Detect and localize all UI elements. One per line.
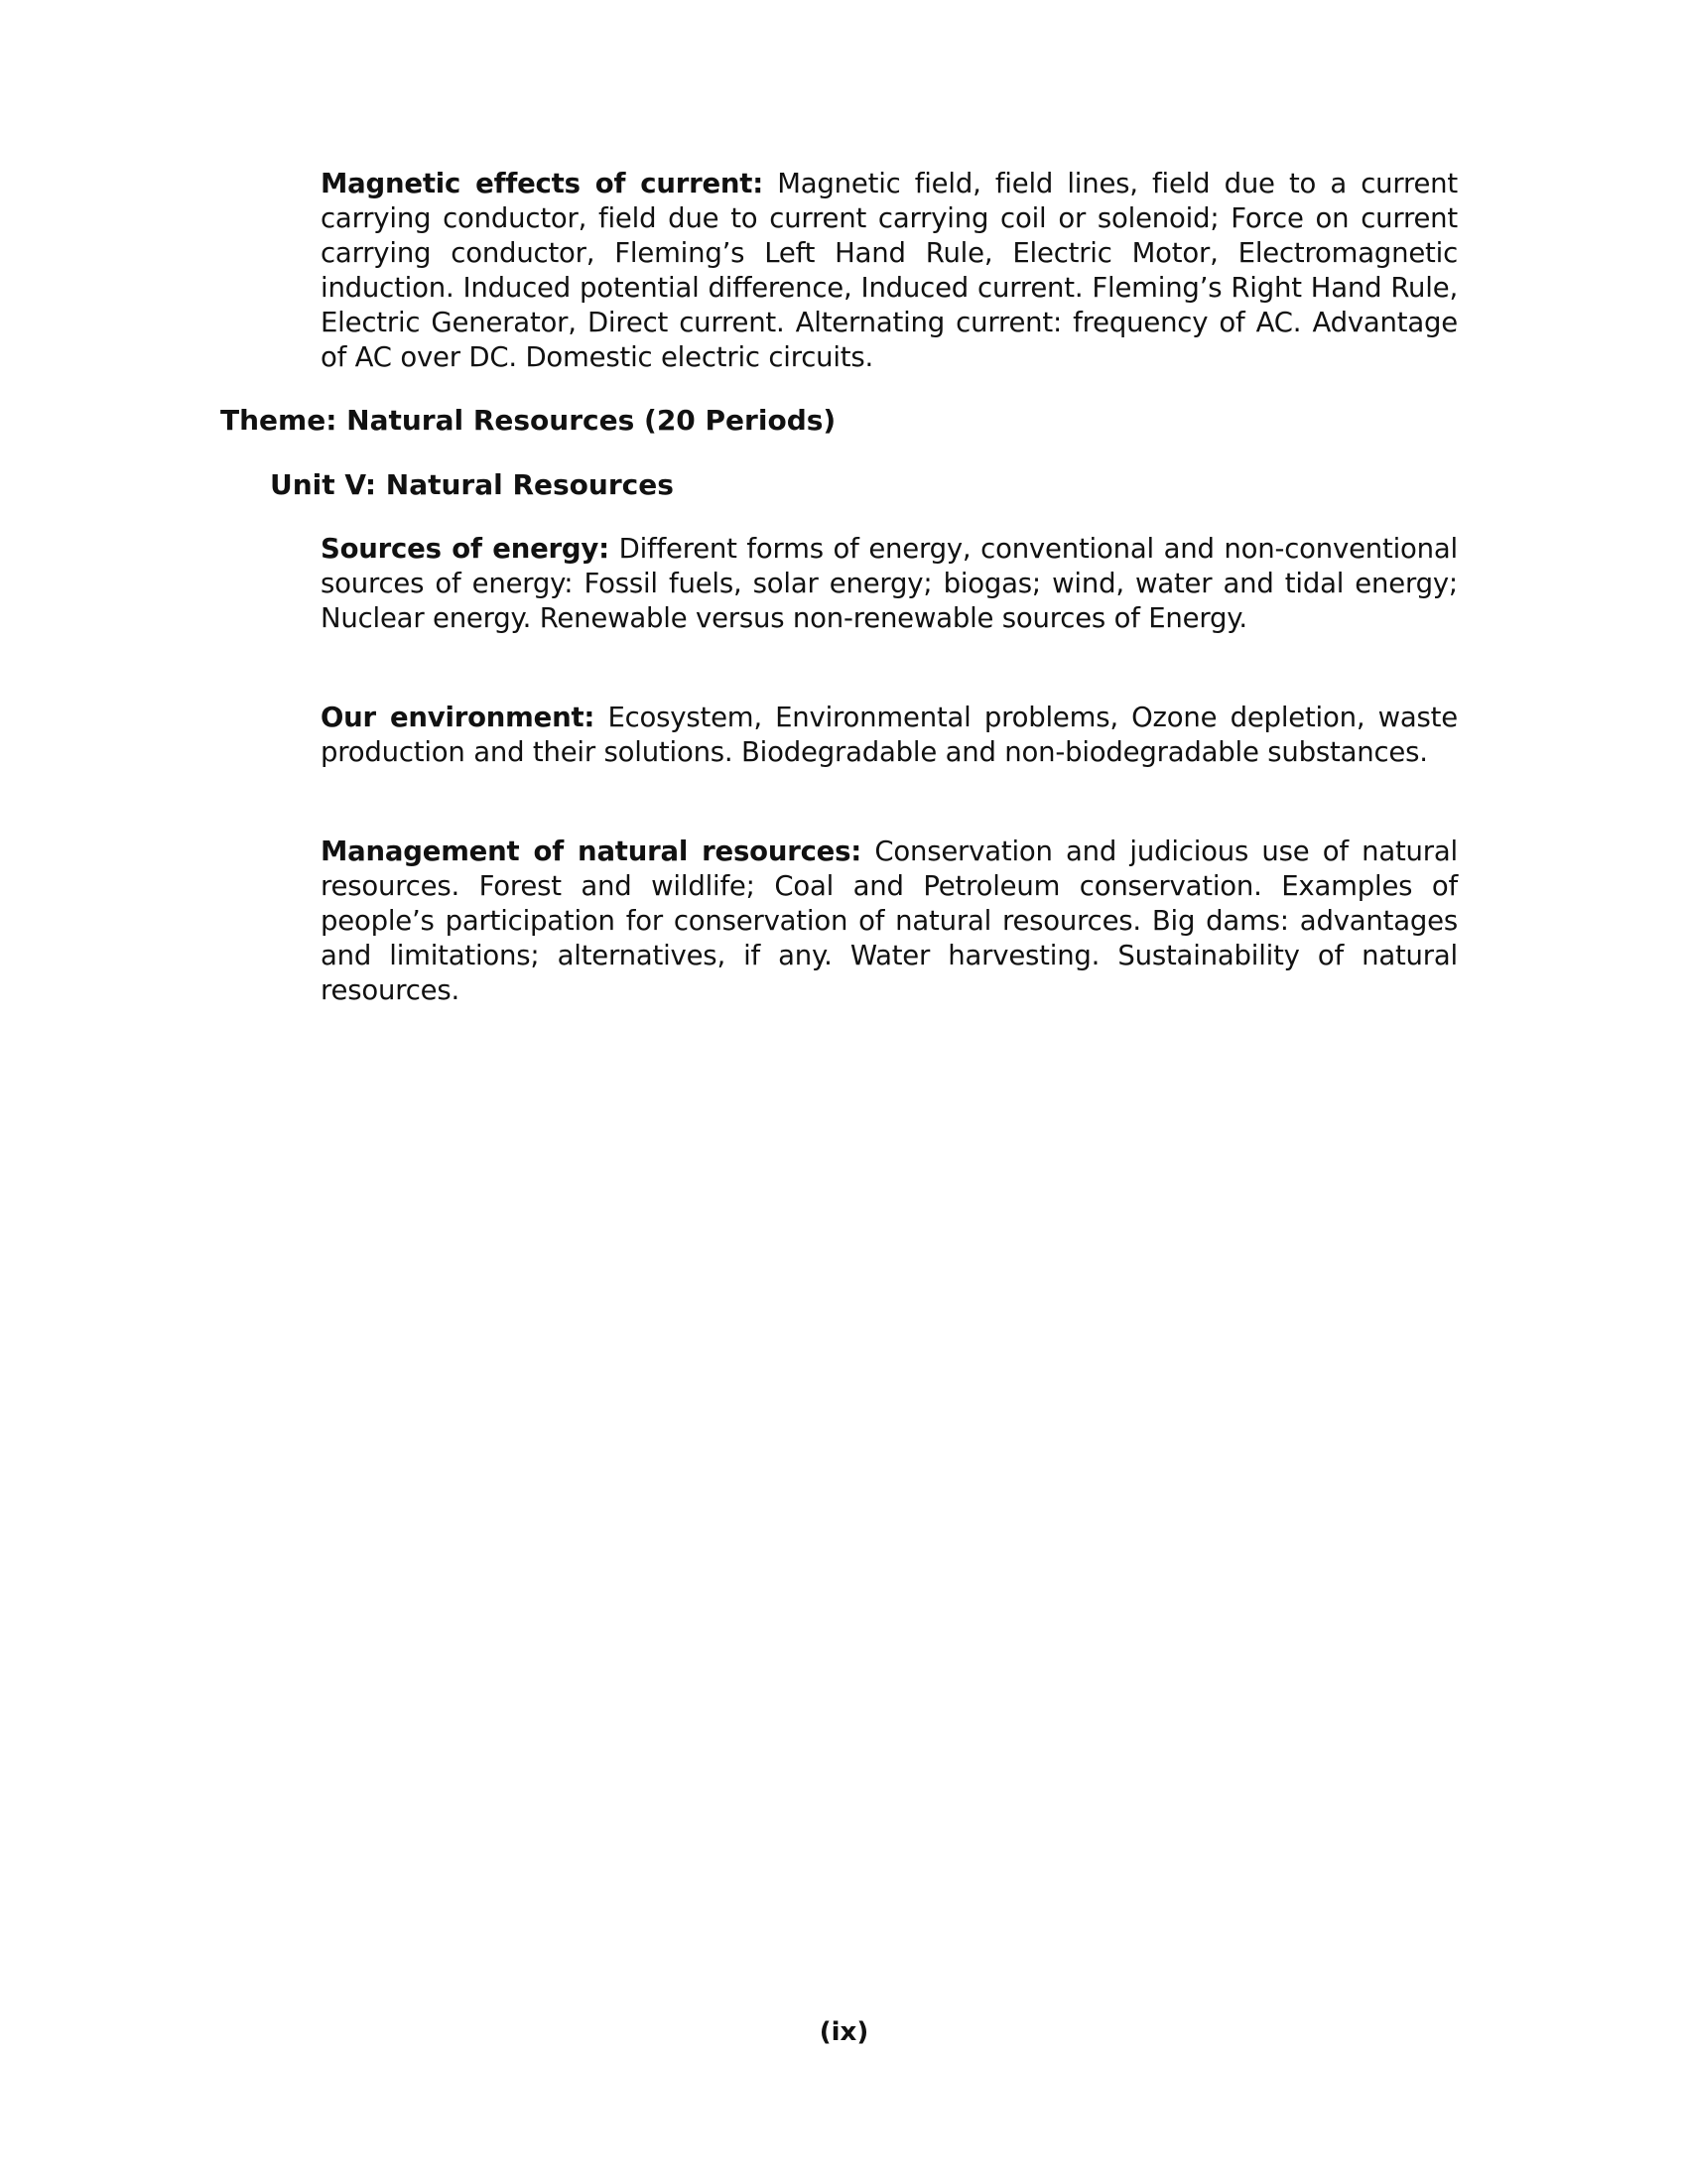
theme-heading: Theme: Natural Resources (20 Periods) <box>220 404 837 437</box>
sources-of-energy-text: Different forms of energy, conventional and non-conventional sources of energy: Fossil fuels, solar energy; biogas; wind, water and tidal energy; Nuclear energy. Renewable versus non-renewable sources of Energy. <box>321 533 1458 634</box>
management-text: Conservation and judicious use of natural resources. Forest and wildlife; Coal and Petroleum conservation. Examples of people’s participation for conservation of natural resources. Big dams: advantages and limitations; alternatives, if any. Water harvesting. Sustainability of natural resources. <box>321 835 1458 1006</box>
management-title: Management of natural resources: <box>321 835 862 867</box>
sources-of-energy-title: Sources of energy: <box>321 533 609 565</box>
our-environment-title: Our environment: <box>321 702 595 733</box>
magnetic-effects-paragraph <box>321 167 1458 375</box>
sources-of-energy-paragraph <box>321 532 1458 636</box>
page-number: (ix) <box>819 2017 869 2047</box>
magnetic-effects-title: Magnetic effects of current: <box>321 168 764 199</box>
management-paragraph <box>321 835 1458 1008</box>
magnetic-effects-text: Magnetic field, field lines, field due to a current carrying conductor, field due to current carrying coil or solenoid; Force on current carrying conductor, Fleming’s Left Hand Rule, Electric Motor, Electromagnetic induction. Induced potential difference, Induced current. Fleming’s Right Hand Rule, Electric Generator, Direct current. Alternating current: frequency of AC. Advantage of AC over DC. Domestic electric circuits. <box>321 168 1458 373</box>
our-environment-paragraph <box>321 701 1458 770</box>
our-environment-text: Ecosystem, Environmental problems, Ozone depletion, waste production and their solutions. Biodegradable and non-biodegradable substances. <box>321 702 1458 768</box>
unit-heading: Unit V: Natural Resources <box>270 468 674 501</box>
